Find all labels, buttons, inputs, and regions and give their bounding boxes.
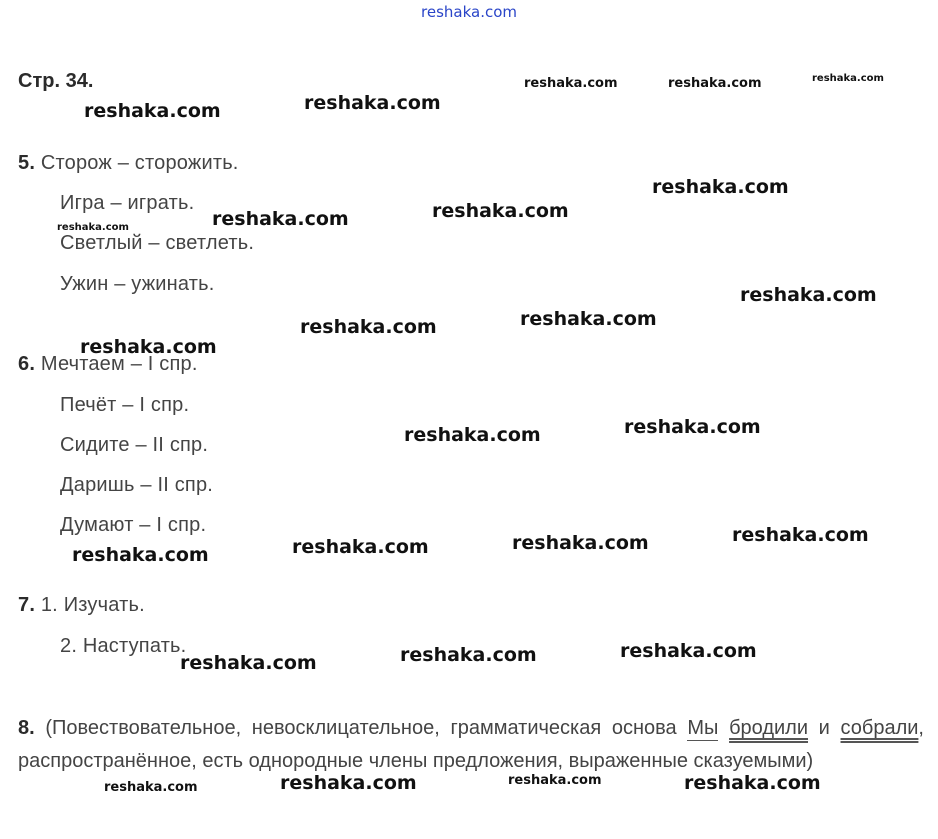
- task-5-text: Сторож – сторожить.: [40, 152, 239, 174]
- watermark: reshaka.com: [812, 73, 884, 84]
- watermark: reshaka.com: [432, 200, 569, 222]
- watermark: reshaka.com: [80, 336, 217, 358]
- watermark: reshaka.com: [280, 772, 417, 794]
- watermark: reshaka.com: [300, 316, 437, 338]
- task-5-number: 5.: [18, 152, 36, 174]
- watermark: reshaka.com: [72, 544, 209, 566]
- watermark: reshaka.com: [732, 524, 869, 546]
- task-8-conjunction: и: [808, 717, 841, 739]
- watermark: reshaka.com: [520, 308, 657, 330]
- task-8-predicate-2: собрали: [840, 717, 919, 739]
- task-7-line: 2. Наступать.: [60, 635, 187, 657]
- watermark: reshaka.com: [508, 773, 602, 788]
- watermark: reshaka.com: [84, 100, 221, 122]
- task-6-text: Мечтаем – I спр.: [40, 353, 198, 375]
- watermark: reshaka.com: [400, 644, 537, 666]
- watermark: reshaka.com: [512, 532, 649, 554]
- task-6-number: 6.: [18, 353, 36, 375]
- task-8-predicate-1: бродили: [729, 717, 809, 739]
- watermark: reshaka.com: [304, 92, 441, 114]
- site-watermark-top: reshaka.com: [421, 3, 517, 21]
- task-5-line: Светлый – светлеть.: [60, 232, 255, 254]
- page-title: Стр. 34.: [18, 70, 94, 92]
- task-5-first-line: [18, 152, 239, 175]
- watermark: reshaka.com: [684, 772, 821, 794]
- task-6-line: Сидите – II спр.: [60, 434, 209, 456]
- task-6-line: Думают – I спр.: [60, 514, 207, 536]
- watermark: reshaka.com: [624, 416, 761, 438]
- task-7-text: 1. Изучать.: [40, 594, 145, 616]
- task-6-line: Даришь – II спр.: [60, 474, 214, 496]
- task-8-number: 8.: [18, 717, 35, 739]
- watermark: reshaka.com: [620, 640, 757, 662]
- task-5-line: Ужин – ужинать.: [60, 273, 215, 295]
- watermark: reshaka.com: [292, 536, 429, 558]
- task-7-first-line: [18, 594, 145, 617]
- watermark: reshaka.com: [104, 780, 198, 795]
- watermark: reshaka.com: [57, 222, 129, 233]
- watermark: reshaka.com: [652, 176, 789, 198]
- task-7-number: 7.: [18, 594, 36, 616]
- watermark: reshaka.com: [740, 284, 877, 306]
- task-6-line: Печёт – I спр.: [60, 394, 190, 416]
- task-8-text-before: (Повествовательное, невосклицательное, грамматическая основа: [34, 717, 688, 739]
- watermark: reshaka.com: [668, 76, 762, 91]
- task-8-text-after: , распространённое, есть однородные члены предложения, выраженные сказуемыми): [18, 717, 924, 772]
- watermark: reshaka.com: [404, 424, 541, 446]
- watermark: reshaka.com: [212, 208, 349, 230]
- watermark: reshaka.com: [524, 76, 618, 91]
- watermark: reshaka.com: [180, 652, 317, 674]
- task-8-paragraph: [18, 712, 924, 778]
- task-8-subject: Мы: [687, 717, 719, 739]
- task-5-line: Игра – играть.: [60, 192, 195, 214]
